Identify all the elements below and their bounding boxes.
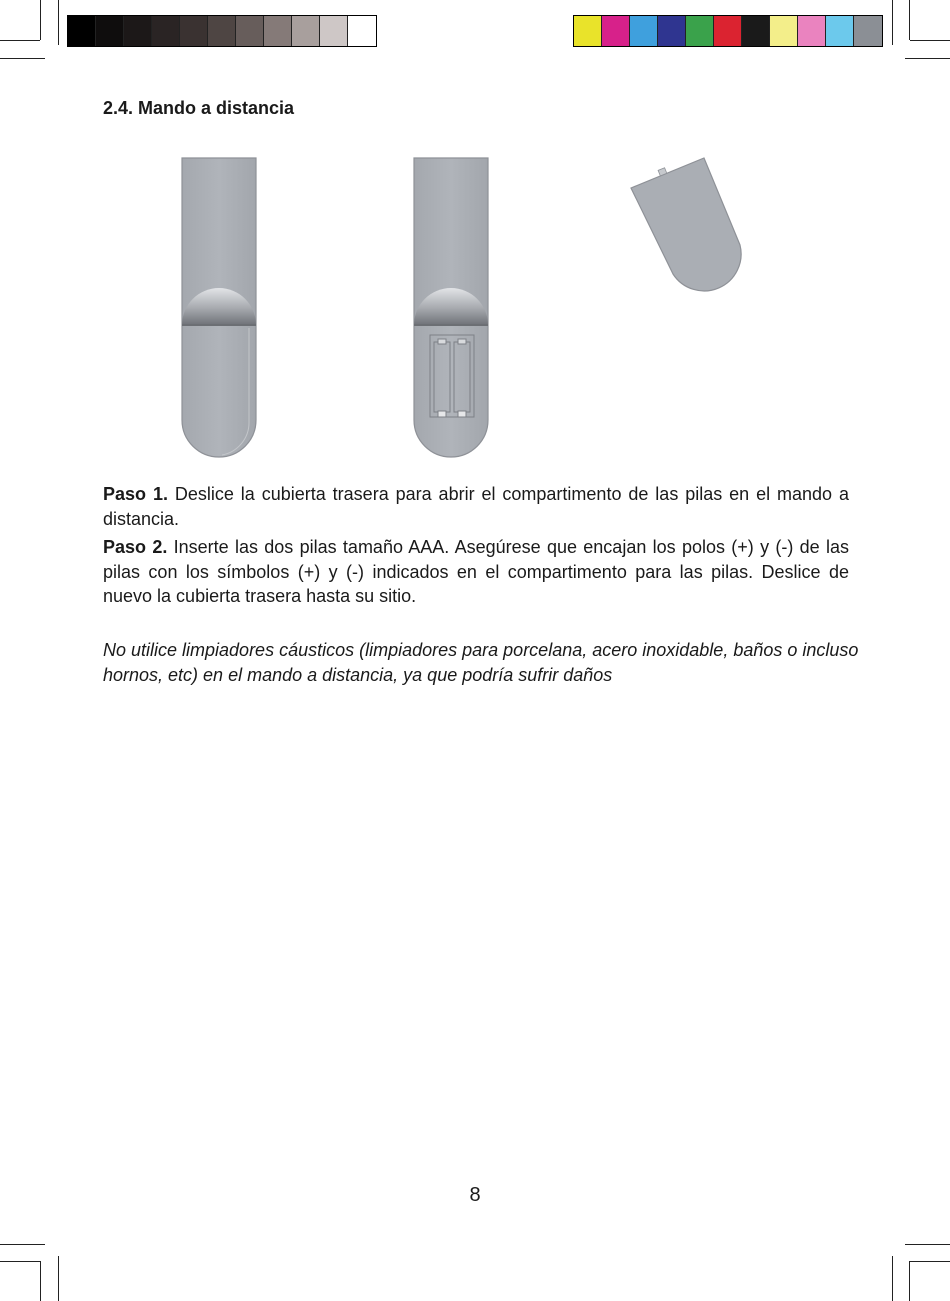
grey-swatch: [348, 16, 376, 46]
crop-mark-top-right-h2: [905, 58, 950, 59]
crop-mark-top-left-v: [40, 0, 41, 40]
crop-mark-top-left-h: [0, 40, 40, 41]
crop-mark-top-right-h: [910, 40, 950, 41]
cleaning-warning-note: No utilice limpiadores cáusticos (limpiadores para porcelana, acero inoxidable, baños o incluso hornos, etc) en el mando a distancia, ya que podría sufrir daños: [103, 640, 859, 685]
grey-swatch: [180, 16, 208, 46]
color-swatch: [742, 16, 770, 46]
step-1-paragraph: [103, 482, 849, 531]
step-2-text: Inserte las dos pilas tamaño AAA. Asegúrese que encajan los polos (+) y (-) de las pilas con los símbolos (+) y (-) indicados en el compartimento para las pilas. Deslice de nuevo la cubierta trasera hasta su sitio.: [103, 537, 849, 606]
page-number: 8: [469, 1184, 481, 1206]
color-swatch: [770, 16, 798, 46]
grey-swatch: [124, 16, 152, 46]
color-swatch: [574, 16, 602, 46]
greyscale-calibration-bar: [67, 15, 377, 47]
remote-closed-back: [182, 158, 256, 457]
crop-mark-bottom-right-v2: [892, 1256, 893, 1301]
crop-mark-bottom-left-h2: [0, 1244, 45, 1245]
color-swatch: [658, 16, 686, 46]
grey-swatch: [264, 16, 292, 46]
grey-swatch: [96, 16, 124, 46]
section-title: 2.4. Mando a distancia: [103, 98, 295, 118]
color-calibration-bar: [573, 15, 883, 47]
grey-swatch: [292, 16, 320, 46]
crop-mark-top-right-v: [909, 0, 910, 40]
step-2-label: Paso 2.: [103, 537, 168, 557]
crop-mark-top-left-v2: [58, 0, 59, 45]
grey-swatch: [236, 16, 264, 46]
remote-control-illustrations: [0, 150, 950, 470]
remote-open-compartment: [414, 158, 488, 457]
grey-swatch: [208, 16, 236, 46]
remote-back-cover: [631, 158, 741, 291]
color-swatch: [630, 16, 658, 46]
grey-swatch: [152, 16, 180, 46]
grey-swatch: [68, 16, 96, 46]
color-swatch: [602, 16, 630, 46]
crop-mark-bottom-right-v: [909, 1261, 910, 1301]
step-2-paragraph: [103, 535, 849, 609]
crop-mark-bottom-right-h2: [905, 1244, 950, 1245]
crop-mark-top-right-v2: [892, 0, 893, 45]
color-swatch: [826, 16, 854, 46]
crop-mark-bottom-right-h: [910, 1261, 950, 1262]
crop-mark-bottom-left-v: [40, 1261, 41, 1301]
grey-swatch: [320, 16, 348, 46]
color-swatch: [686, 16, 714, 46]
color-swatch: [854, 16, 882, 46]
step-1-label: Paso 1.: [103, 484, 168, 504]
color-swatch: [798, 16, 826, 46]
crop-mark-bottom-left-v2: [58, 1256, 59, 1301]
step-1-text: Deslice la cubierta trasera para abrir el compartimento de las pilas en el mando a distancia.: [103, 484, 849, 529]
color-swatch: [714, 16, 742, 46]
crop-mark-bottom-left-h: [0, 1261, 40, 1262]
crop-mark-top-left-h2: [0, 58, 45, 59]
